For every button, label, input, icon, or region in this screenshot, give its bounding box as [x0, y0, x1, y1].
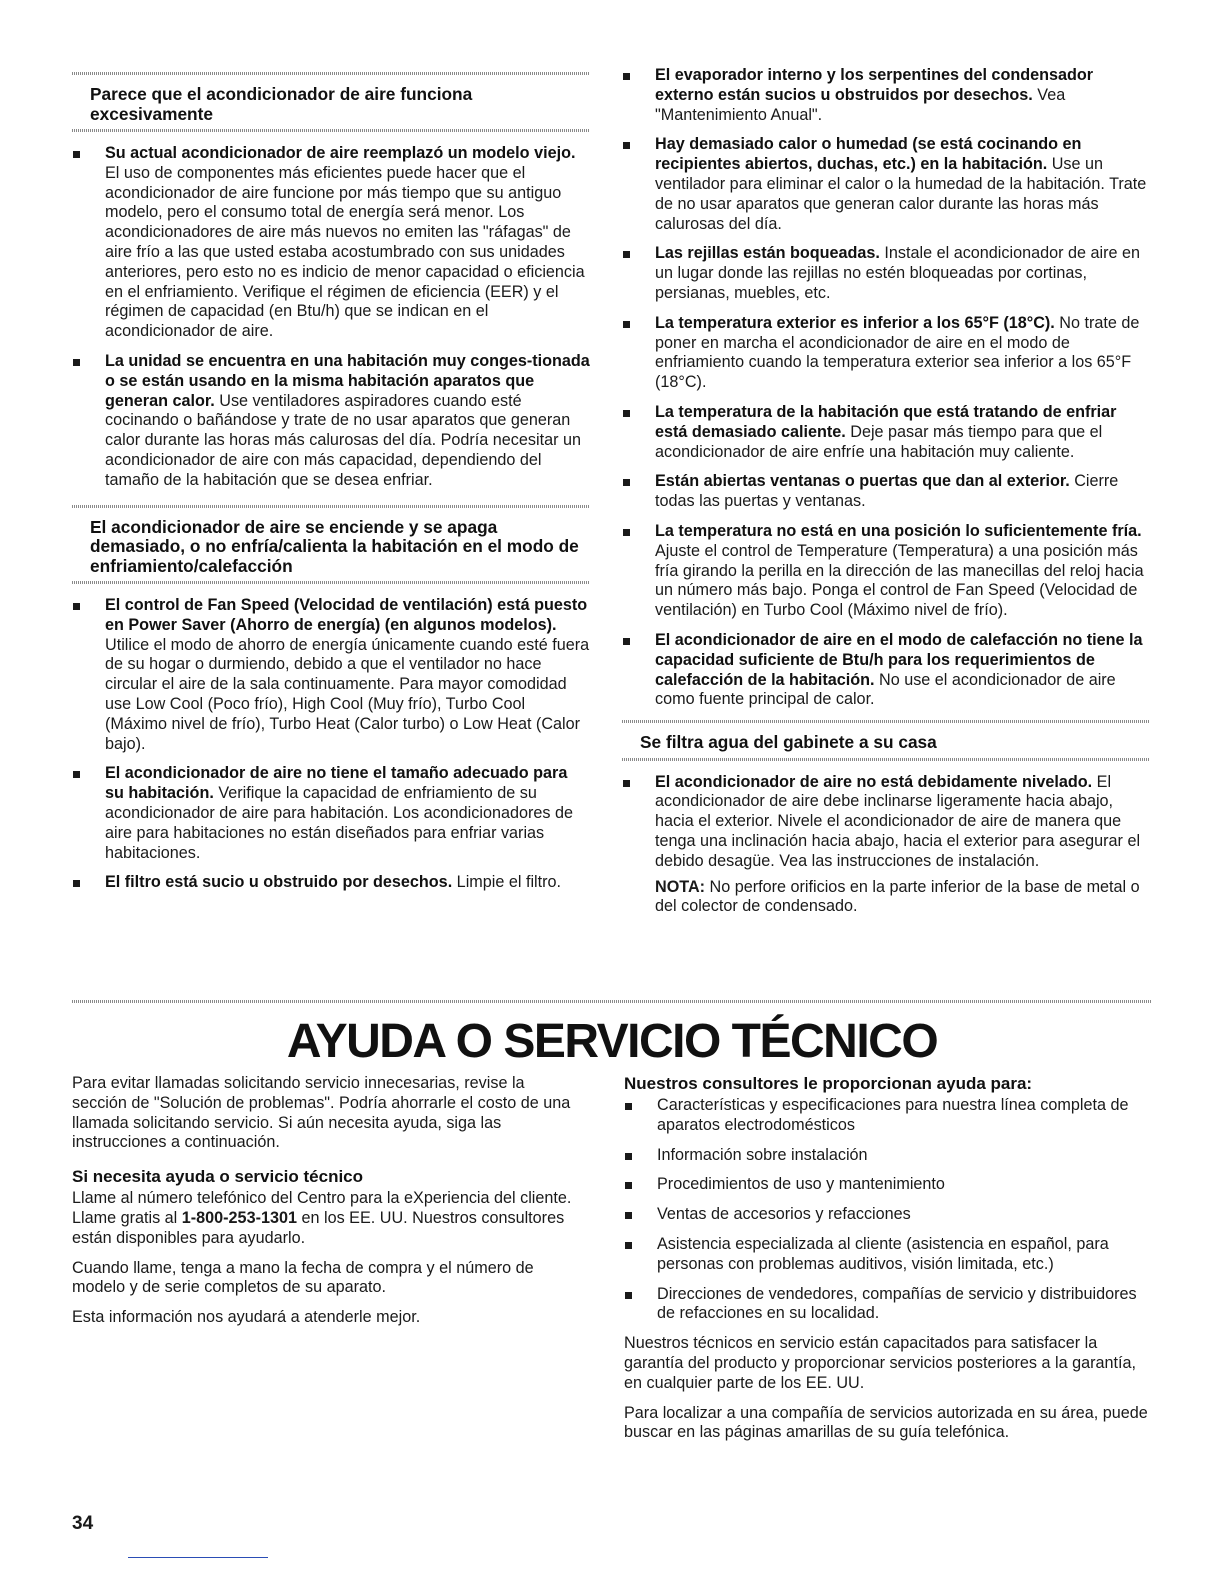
cause-list [72, 144, 590, 491]
list-item: Ventas de accesorios y refacciones [624, 1205, 1152, 1225]
list-item: El acondicionador de aire no tiene el tamaño adecuado para su habitación. Verifique la capacidad de enfriamiento de su acondicionador de aire para habitación. Los acondicionadores de aire para habitaciones no están diseñados para enfriar varias habitaciones. [72, 764, 590, 863]
list-item: Su actual acondicionador de aire reemplazó un modelo viejo. El uso de componentes más eficientes puede hacer que el acondicionador de aire funcione por más tiempo que su antiguo modelo, pero el consumo total de energía será menor. Los acondicionadores de aire más nuevos no emiten las "ráfagas" de aire frío a las que usted estaba acostumbrado con sus unidades anteriores, pero esto no es indicio de menor capacidad o eficiencia en el enfriamiento. Verifique el régimen de eficiencia (EER) y el régimen de capacidad (en Btu/h) que se indican en el acondicionador de aire. [72, 144, 590, 342]
help-title: AYUDA O SERVICIO TÉCNICO [286, 1015, 938, 1068]
list-item: Características y especificaciones para nuestra línea completa de aparatos electrodomésticos [624, 1096, 1152, 1136]
help-paragraph: Cuando llame, tenga a mano la fecha de compra y el número de modelo y de serie completos de su aparato. [72, 1258, 534, 1297]
list-item: Las rejillas están boqueadas. Instale el acondicionador de aire en un lugar donde las rejillas no estén bloqueadas por cortinas, persianas, muebles, etc. [622, 244, 1150, 303]
list-item: El control de Fan Speed (Velocidad de ventilación) está puesto en Power Saver (Ahorro de energía) (en algunos modelos). Utilice el modo de ahorro de energía únicamente cuando esté fuera de su hogar o durmiendo, debido a que el ventilador no hace circular el aire de la sala continuamente. Para mayor comodidad use Low Cool (Poco frío), High Cool (Muy frío), Turbo Cool (Máximo nivel de frío), Turbo Heat (Calor turbo) o Low Heat (Calor bajo). [72, 596, 590, 754]
section-title-leak: Se filtra agua del gabinete a su casa [640, 732, 937, 753]
cause-list [622, 773, 1150, 872]
help-paragraph: Llame al número telefónico del Centro para la eXperiencia del cliente. Llame gratis al 1-800-253-1301 en los EE. UU. Nuestros consultores están disponibles para ayudarlo. [72, 1189, 572, 1247]
list-item: Procedimientos de uso y mantenimiento [624, 1175, 1152, 1195]
list-item: Hay demasiado calor o humedad (se está cocinando en recipientes abiertos, duchas, etc.) en la habitación. Use un ventilador para eliminar el calor o la humedad de la habitación. Trate de no usar aparatos que generan calor durante las horas más calurosas del día. [622, 135, 1150, 234]
page-number: 34 [72, 1513, 94, 1534]
section-rule [72, 1000, 1152, 1003]
list-item: La temperatura no está en una posición lo suficientemente fría. Ajuste el control de Temperature (Temperatura) a una posición más fría girando la perilla en la dirección de las manecillas del reloj hacia un número más bajo. Ponga el control de Fan Speed (Velocidad de ventilación) en Turbo Cool (Máximo nivel de frío). [622, 522, 1150, 621]
section-rule [622, 758, 1150, 761]
help-subhead: Si necesita ayuda o servicio técnico [72, 1167, 364, 1187]
list-item: El acondicionador de aire en el modo de calefacción no tiene la capacidad suficiente de Btu/h para los requerimientos de calefacción de la habitación. No use el acondicionador de aire como fuente principal de calor. [622, 631, 1150, 710]
help-list [624, 1096, 1152, 1324]
list-item: El filtro está sucio u obstruido por desechos. Limpie el filtro. [72, 873, 590, 893]
list-item: Información sobre instalación [624, 1146, 1152, 1166]
list-item: Direcciones de vendedores, compañías de servicio y distribuidores de refacciones en su localidad. [624, 1285, 1152, 1325]
cause-list [622, 66, 1150, 710]
list-item: La temperatura exterior es inferior a los 65°F (18°C). No trate de poner en marcha el acondicionador de aire en el modo de enfriamiento cuando la temperatura exterior sea inferior a los 65°F (18°C). [622, 314, 1150, 393]
help-paragraph: Nuestros técnicos en servicio están capacitados para satisfacer la garantía del producto y proporcionar servicios posteriores a la garantía, en cualquier parte de los EE. UU. [624, 1334, 1136, 1392]
note: NOTA: No perfore orificios en la parte inferior de la base de metal o del colector de condensado. [655, 877, 1140, 916]
right-column [622, 66, 1150, 917]
list-item: La unidad se encuentra en una habitación muy conges-tionada o se están usando en la misma habitación aparatos que generan calor. Use ventiladores aspiradores cuando esté cocinando o bañándose y trate de no usar aparatos que generan calor durante las horas más calurosas del día. Podría necesitar un acondicionador de aire con más capacidad, dependiendo del tamaño de la habitación que se desea enfriar. [72, 352, 590, 491]
section-rule [72, 581, 590, 584]
help-subhead: Nuestros consultores le proporcionan ayuda para: [624, 1074, 1033, 1093]
section-title-overrun: Parece que el acondicionador de aire funciona excesivamente [90, 84, 473, 124]
list-item: Asistencia especializada al cliente (asistencia en español, para personas con problemas auditivos, visión limitada, etc.) [624, 1235, 1152, 1275]
list-item: El acondicionador de aire no está debidamente nivelado. El acondicionador de aire debe inclinarse ligeramente hacia abajo, hacia el exterior. Nivele el acondicionador de aire de manera que tenga una inclinación hacia abajo, hacia el exterior para asegurar el debido desagüe. Vea las instrucciones de instalación. [622, 773, 1150, 872]
list-item: La temperatura de la habitación que está tratando de enfriar está demasiado caliente. Deje pasar más tiempo para que el acondicionador de aire enfríe una habitación muy caliente. [622, 403, 1150, 462]
help-paragraph: Para localizar a una compañía de servicios autorizada en su área, puede buscar en las páginas amarillas de su guía telefónica. [624, 1403, 1148, 1442]
help-right-column [624, 1074, 1152, 1453]
help-intro: Para evitar llamadas solicitando servicio innecesarias, revise la sección de "Solución de problemas". Podría ahorrarle el costo de una llamada solicitando servicio. Si aún necesita ayuda, siga las instrucciones a continuación. [72, 1074, 571, 1152]
section-title-cycling: El acondicionador de aire se enciende y se apaga demasiado, o no enfría/calienta la habitación en el modo de enfriamiento/calefacción [90, 516, 579, 576]
cause-list [72, 596, 590, 893]
section-rule [72, 129, 590, 132]
footer-line [128, 1557, 268, 1558]
left-column [72, 72, 590, 903]
help-left-column [72, 1074, 572, 1338]
list-item: Están abiertas ventanas o puertas que dan al exterior. Cierre todas las puertas y ventanas. [622, 472, 1150, 512]
list-item: El evaporador interno y los serpentines del condensador externo están sucios u obstruidos por desechos. Vea "Mantenimiento Anual". [622, 66, 1150, 125]
help-paragraph: Esta información nos ayudará a atenderle mejor. [72, 1308, 421, 1327]
phone-number: 1-800-253-1301 [181, 1208, 297, 1227]
